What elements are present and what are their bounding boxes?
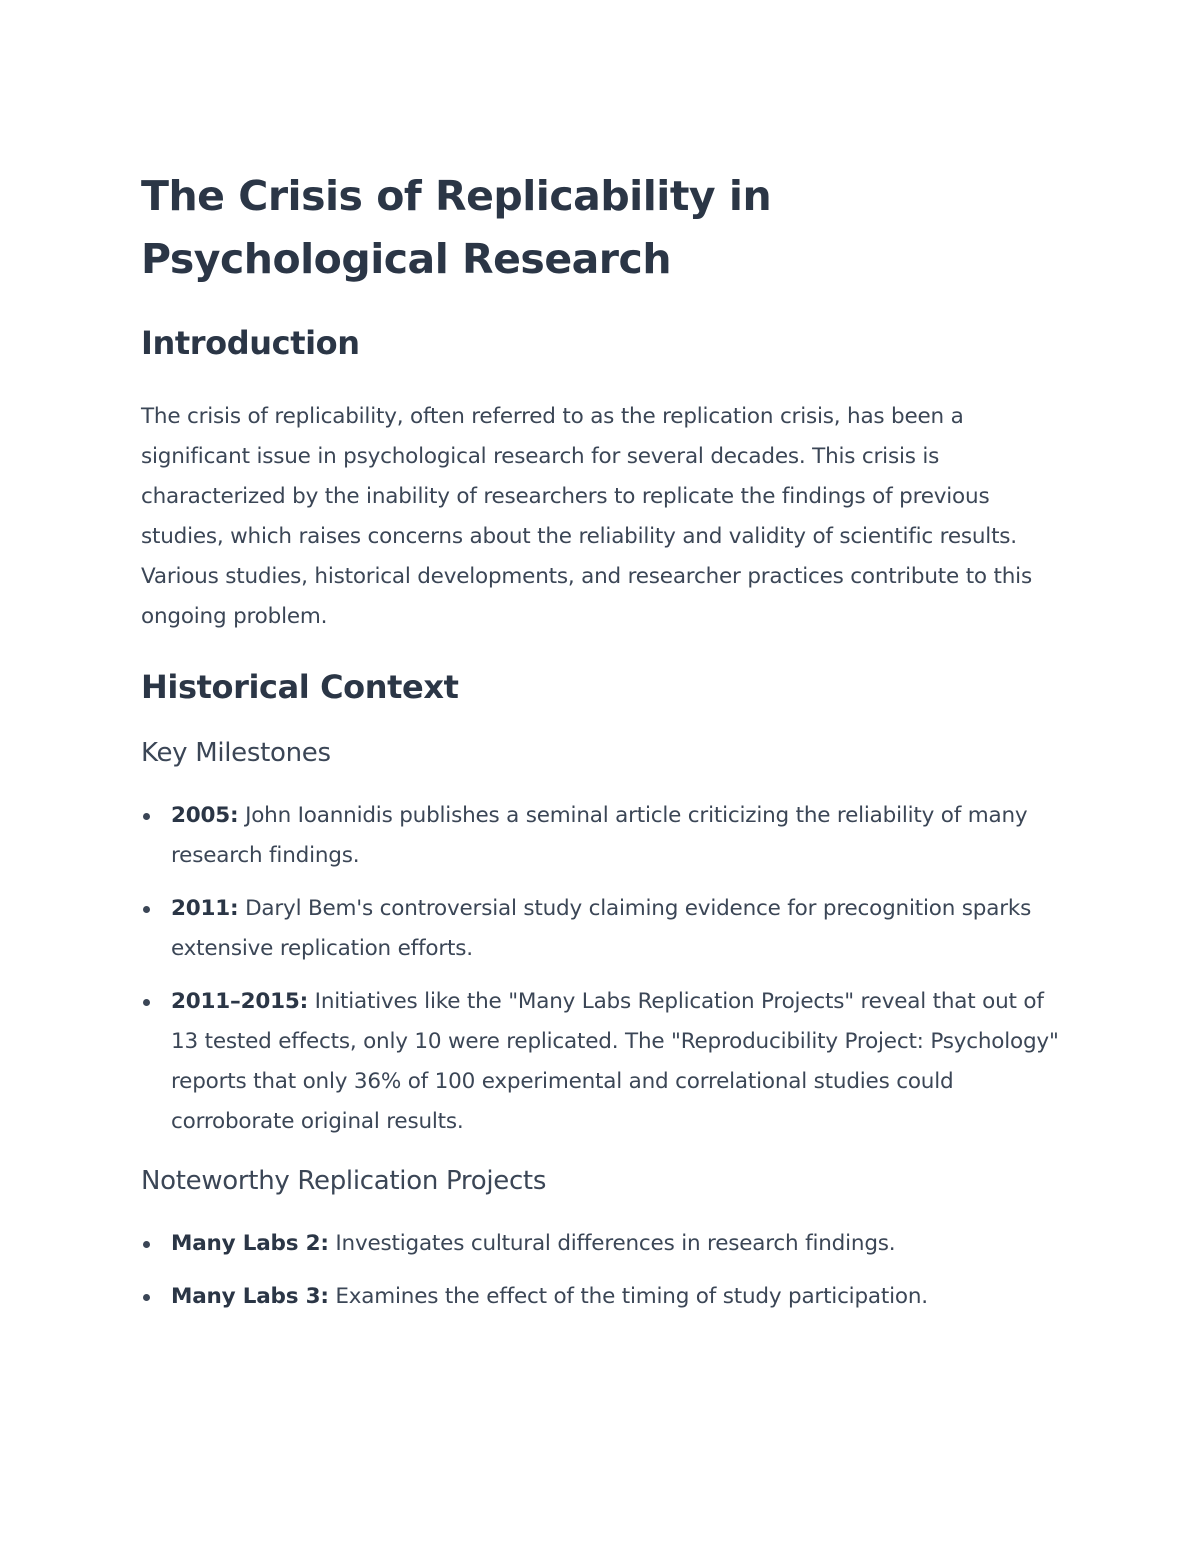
bullet-icon: [143, 1241, 150, 1248]
bullet-icon: [143, 1294, 150, 1301]
list-item-text: Examines the effect of the timing of study participation.: [335, 1284, 928, 1309]
list-item-text: John Ioannidis publishes a seminal article criticizing the reliability of many research findings.: [171, 803, 1028, 868]
list-item: [141, 982, 1061, 1142]
bullet-icon: [143, 906, 150, 913]
list-item: [141, 796, 1061, 876]
key-milestones-list: [141, 796, 1061, 1142]
key-milestones-heading: Key Milestones: [141, 738, 331, 768]
document-page: [141, 165, 1061, 1317]
list-item-text: Daryl Bem's controversial study claiming evidence for precognition sparks extensive replication efforts.: [171, 896, 1032, 961]
bullet-icon: [143, 999, 150, 1006]
historical-context-heading: Historical Context: [141, 668, 459, 706]
list-item: [141, 1277, 1061, 1317]
list-item-term: Many Labs 3:: [171, 1284, 329, 1309]
list-item-text: Initiatives like the "Many Labs Replication Projects" reveal that out of 13 tested effects, only 10 were replicated. The "Reproducibility Project: Psychology" reports that only 36% of 100 experimental and correlational studies could corroborate original results.: [171, 989, 1059, 1134]
replication-projects-heading: Noteworthy Replication Projects: [141, 1166, 547, 1196]
introduction-paragraph: The crisis of replicability, often referred to as the replication crisis, has been a significant issue in psychological research for several decades. This crisis is characterized by the inability of researchers to replicate the findings of previous studies, which raises concerns about the reliability and validity of scientific results. Various studies, historical developments, and researcher practices contribute to this ongoing problem.: [141, 404, 1032, 629]
list-item-term: Many Labs 2:: [171, 1231, 329, 1256]
list-item: [141, 889, 1061, 969]
introduction-heading: Introduction: [141, 324, 360, 362]
list-item-text: Investigates cultural differences in research findings.: [335, 1231, 896, 1256]
list-item-term: 2005:: [171, 803, 239, 828]
replication-projects-list: [141, 1224, 1061, 1317]
document-title: The Crisis of Replicability in Psychological Research: [141, 172, 772, 283]
list-item: [141, 1224, 1061, 1264]
bullet-icon: [143, 813, 150, 820]
list-item-term: 2011:: [171, 896, 239, 921]
list-item-term: 2011–2015:: [171, 989, 309, 1014]
